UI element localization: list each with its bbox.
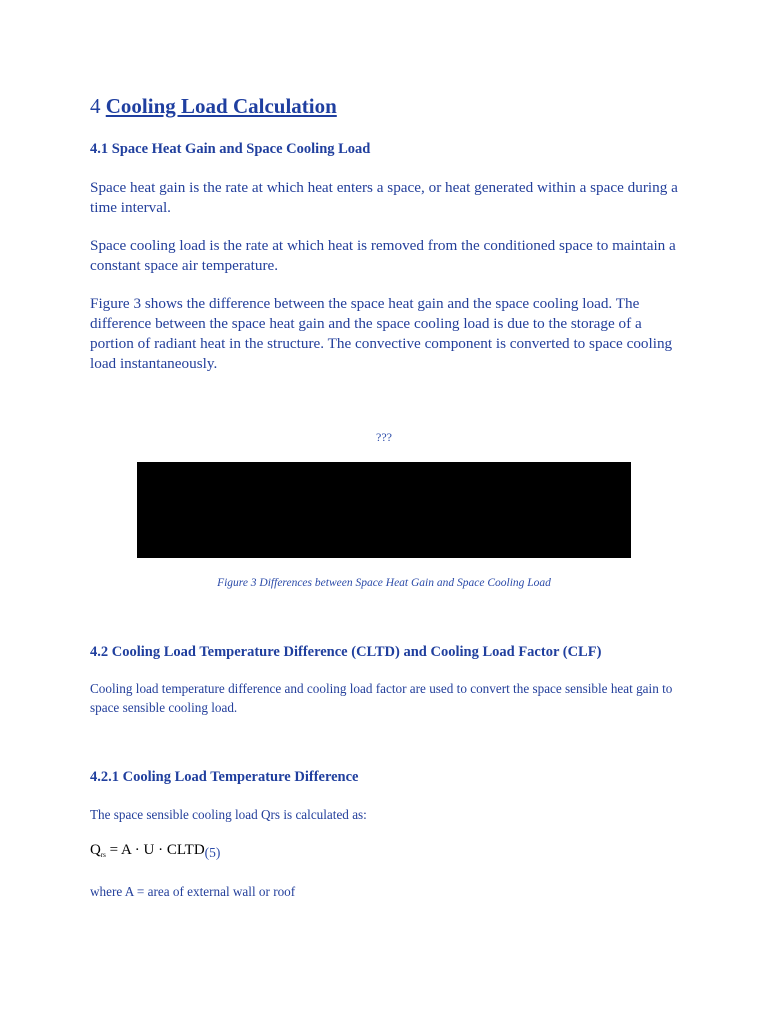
equation-lhs: Q	[90, 842, 101, 858]
equation-5	[90, 842, 220, 861]
subsection-heading-4-1: 4.1 Space Heat Gain and Space Cooling Load	[90, 141, 371, 157]
equation-number: (5)	[204, 845, 221, 860]
figure-placeholder-text: ???	[376, 430, 392, 444]
section-number: 4	[90, 94, 101, 118]
paragraph-qrs: The space sensible cooling load Qrs is calculated as:	[90, 807, 367, 822]
figure-caption: Figure 3 Differences between Space Heat Gain and Space Cooling Load	[217, 577, 551, 589]
equation-lhs-subscript: rs	[100, 851, 106, 859]
equation-rhs: = A · U · CLTD	[105, 842, 205, 858]
section-title-link[interactable]: Cooling Load Calculation	[105, 94, 337, 118]
subsection-heading-4-2: 4.2 Cooling Load Temperature Difference (CLTD) and Cooling Load Factor (CLF)	[90, 644, 602, 660]
paragraph-heat-gain: Space heat gain is the rate at which heat enters a space, or heat generated within a space during a time interval.	[90, 179, 678, 216]
subsection-heading-4-2-1: 4.2.1 Cooling Load Temperature Difference	[90, 769, 359, 785]
paragraph-where: where A = area of external wall or roof	[90, 884, 296, 899]
paragraph-cooling-load: Space cooling load is the rate at which heat is removed from the conditioned space to maintain a constant space air temperature.	[90, 237, 676, 274]
section-heading	[90, 94, 337, 119]
paragraph-cltd-clf: Cooling load temperature difference and cooling load factor are used to convert the space sensible heat gain to space sensible cooling load.	[90, 681, 673, 715]
figure-image	[137, 462, 631, 558]
paragraph-figure-ref: Figure 3 shows the difference between the space heat gain and the space cooling load. The difference between the space heat gain and the space cooling load is due to the storage of a portion of radiant heat in the structure. The convective component is converted to space cooling load instantaneously.	[90, 295, 673, 372]
